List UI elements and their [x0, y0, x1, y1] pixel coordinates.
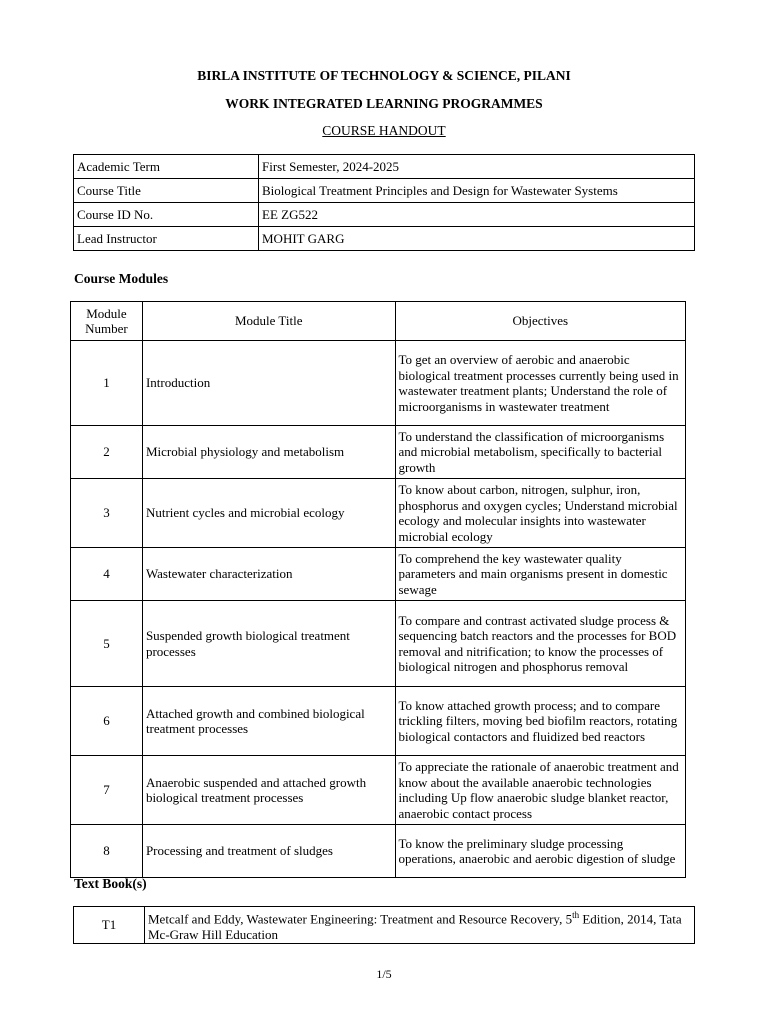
- info-value: First Semester, 2024-2025: [259, 155, 695, 179]
- info-label: Course ID No.: [74, 203, 259, 227]
- info-label: Academic Term: [74, 155, 259, 179]
- module-objective: To know attached growth process; and to compare trickling filters, moving bed biofilm reactors, rotating biological contactors and fluidized bed reactors: [395, 687, 686, 756]
- info-label: Lead Instructor: [74, 227, 259, 251]
- module-objective: To compare and contrast activated sludge process & sequencing batch reactors and the processes for BOD removal and nitrification; to know the processes of biological nitrogen and phosphorus removal: [395, 601, 686, 687]
- module-number: 5: [71, 601, 143, 687]
- column-header-module-title: Module Title: [142, 302, 395, 341]
- info-row: [74, 179, 695, 203]
- textbook-text-end: Edition, 2014, Tata Mc-Graw Hill Education: [148, 911, 682, 942]
- module-title: Processing and treatment of sludges: [142, 825, 395, 878]
- info-row: [74, 227, 695, 251]
- info-row: [74, 155, 695, 179]
- module-number: 7: [71, 756, 143, 825]
- textbooks-table: [73, 906, 695, 944]
- textbooks-heading: Text Book(s): [74, 876, 147, 891]
- textbook-reference: [145, 907, 695, 944]
- table-row: [71, 341, 686, 426]
- module-objective: To appreciate the rationale of anaerobic treatment and know about the available anaerobic technologies including Up flow anaerobic sludge blanket reactor, anaerobic contact process: [395, 756, 686, 825]
- module-title: Microbial physiology and metabolism: [142, 426, 395, 479]
- module-objective: To know about carbon, nitrogen, sulphur, iron, phosphorus and oxygen cycles; Understand microbial ecology and molecular insights into wastewater microbial ecology: [395, 479, 686, 548]
- table-row: [71, 548, 686, 601]
- module-number: 2: [71, 426, 143, 479]
- table-row: [71, 825, 686, 878]
- info-label: Course Title: [74, 179, 259, 203]
- table-row: [71, 426, 686, 479]
- info-value: Biological Treatment Principles and Design for Wastewater Systems: [259, 179, 695, 203]
- module-objective: To know the preliminary sludge processing operations, anaerobic and aerobic digestion of sludge: [395, 825, 686, 878]
- programme-title: WORK INTEGRATED LEARNING PROGRAMMES: [225, 96, 543, 111]
- table-row: [71, 479, 686, 548]
- module-objective: To understand the classification of microorganisms and microbial metabolism, specifically to bacterial growth: [395, 426, 686, 479]
- table-header-row: [71, 302, 686, 341]
- table-row: [71, 687, 686, 756]
- info-value: MOHIT GARG: [259, 227, 695, 251]
- textbook-text-start: Metcalf and Eddy, Wastewater Engineering: Treatment and Resource Recovery, 5: [148, 911, 573, 927]
- course-modules-heading: Course Modules: [74, 271, 169, 286]
- table-row: [71, 756, 686, 825]
- course-modules-table: [70, 301, 686, 878]
- course-info-table: [73, 154, 695, 251]
- module-number: 8: [71, 825, 143, 878]
- module-title: Anaerobic suspended and attached growth biological treatment processes: [142, 756, 395, 825]
- module-title: Nutrient cycles and microbial ecology: [142, 479, 395, 548]
- module-title: Introduction: [142, 341, 395, 426]
- info-row: [74, 203, 695, 227]
- table-row: [71, 601, 686, 687]
- table-row: [74, 907, 695, 944]
- column-header-module-number: Module Number: [71, 302, 143, 341]
- column-header-objectives: Objectives: [395, 302, 686, 341]
- institute-title: BIRLA INSTITUTE OF TECHNOLOGY & SCIENCE, PILANI: [197, 68, 571, 83]
- document-type: COURSE HANDOUT: [322, 123, 446, 138]
- module-title: Suspended growth biological treatment processes: [142, 601, 395, 687]
- module-title: Attached growth and combined biological treatment processes: [142, 687, 395, 756]
- module-number: 6: [71, 687, 143, 756]
- module-objective: To comprehend the key wastewater quality parameters and main organisms present in domestic sewage: [395, 548, 686, 601]
- module-number: 4: [71, 548, 143, 601]
- module-objective: To get an overview of aerobic and anaerobic biological treatment processes currently being used in wastewater treatment plants; Understand the role of microorganisms in wastewater treatment: [395, 341, 686, 426]
- textbook-id: T1: [74, 907, 145, 944]
- textbook-superscript: th: [572, 909, 580, 920]
- module-title: Wastewater characterization: [142, 548, 395, 601]
- module-number: 1: [71, 341, 143, 426]
- page-number: 1/5: [376, 967, 392, 981]
- info-value: EE ZG522: [259, 203, 695, 227]
- module-number: 3: [71, 479, 143, 548]
